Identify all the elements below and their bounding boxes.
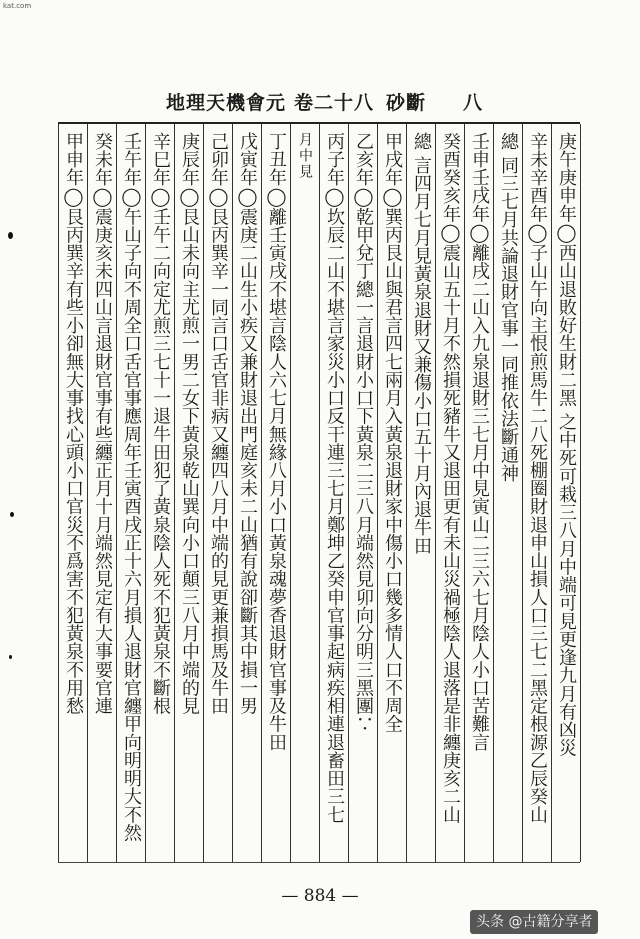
text-column-annotation <box>290 124 319 862</box>
text-column <box>377 124 406 862</box>
column-text: 己卯年◯艮丙巽辛一同言口舌官非病又纏四八月中端的見更兼損馬及牛田 <box>208 132 229 715</box>
column-text: 癸酉癸亥年◯震山五十月不然損死豬牛又退田更有未山災禍極陰人退落是非纏庚亥二山 <box>440 132 461 824</box>
text-column <box>435 124 464 862</box>
text-column <box>319 124 348 862</box>
column-text: 丁丑年◯離壬寅戌不堪言陰人六七月無緣八月小口黃泉魂夢香退財官事及牛田 <box>266 132 287 752</box>
text-column <box>551 124 580 862</box>
column-text: 總 同三七月共論退財官事一同推依法斷通神 <box>498 132 519 483</box>
text-column <box>261 124 290 862</box>
text-column <box>145 124 174 862</box>
text-column <box>87 124 116 862</box>
text-column <box>464 124 493 862</box>
scan-speck <box>8 232 13 239</box>
column-text: 庚午庚申年◯西山退敗好生財二黑 之中死可栽三八月中端可見更逢九月有凶災 <box>556 132 577 757</box>
text-column <box>58 124 87 862</box>
column-text: 庚辰年◯艮山未向主尤煎一男二女下黃泉乾山巽向小口顛三八月中端的見 <box>179 132 200 715</box>
text-column <box>174 124 203 862</box>
column-text: 壬申壬戌年◯離戌二山入九泉退財三七月中見寅山二三六七月陰人小口苦難言 <box>469 132 490 752</box>
corner-label: kat.com <box>3 2 32 10</box>
text-column <box>116 124 145 862</box>
text-column <box>406 124 435 862</box>
column-text: 癸未年◯震庚亥未四山言退財官事有些纏正月十月端然見定有大事要官連 <box>92 132 113 715</box>
book-title: 地理天機會元 <box>166 92 287 114</box>
scan-speck <box>9 655 12 659</box>
text-column <box>493 124 522 862</box>
left-border <box>58 124 59 862</box>
text-column <box>348 124 377 862</box>
page-number: — 884 — <box>281 886 359 906</box>
volume-label: 卷二十八 <box>294 92 375 114</box>
text-column <box>522 124 551 862</box>
column-text: 丙子年◯坎辰二山不堪言家災小口反干連三七月鄭坤乙癸申官事起病疾相連退畜田三七 <box>324 132 345 824</box>
scan-speck <box>10 512 14 517</box>
watermark: 头条 @古籍分享者 <box>470 910 598 934</box>
column-text: 辛未辛酉年◯子山午向主恨煎馬牛二八死棚圈財退申山損人口三七二黑定根源乙辰癸山 <box>527 132 548 824</box>
right-border <box>580 124 581 862</box>
column-text: 戊寅年◯震庚二山生小疾又兼財退出門庭亥未二山猶有說卻斷其中損一男 <box>237 132 258 715</box>
page-header <box>0 88 640 114</box>
column-text: 總 言四月七月見黃泉退財又兼傷小口五十月內退牛田 <box>411 132 432 555</box>
column-text: 乙亥年◯乾甲兌丁總一言退財小口下黃泉二三八月端然見卯向分明三黑團∵ <box>353 132 374 733</box>
header-number: 八 <box>463 92 484 114</box>
text-column <box>203 124 232 862</box>
column-text: 甲申年◯艮丙巽辛有些小卻無大事找心頭小口官災不爲害不犯黃泉不用愁 <box>63 132 84 715</box>
bottom-rule <box>58 862 580 863</box>
column-text: 月中見 <box>297 132 313 180</box>
column-text: 辛巳年◯壬午二向定尤煎三七十一退牛田犯了黃泉陰人死不犯黃泉不斷根 <box>150 132 171 715</box>
section-label: 砂斷 <box>386 92 427 114</box>
column-text: 壬午年◯午山子向不周全口舌官事應周年壬寅酉戌正十六月損人退財官纏甲向明明大不然 <box>121 132 142 842</box>
text-column <box>232 124 261 862</box>
column-text: 甲戌年◯巽丙艮山與君言四七兩月入黃泉退財家中傷小口幾多情人口不周全 <box>382 132 403 733</box>
